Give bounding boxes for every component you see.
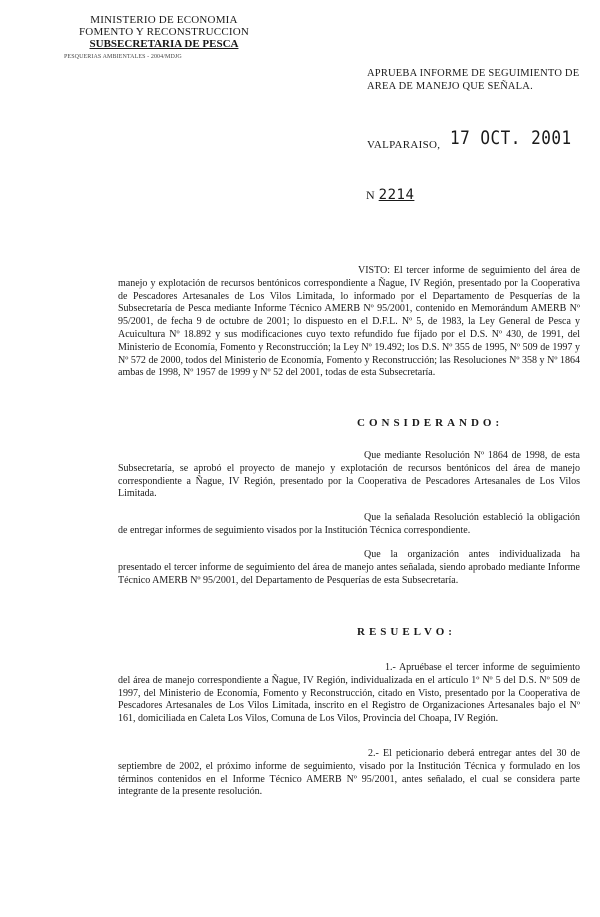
number-prefix: N [366, 188, 375, 202]
document-subject: APRUEBA INFORME DE SEGUIMIENTO DE AREA DE MANEJO QUE SEÑALA. [367, 68, 580, 92]
number-value: 2214 [378, 187, 415, 203]
considerando-item: Que mediante Resolución Nº 1864 de 1998, de esta Subsecretaría, se aprobó el proyecto de manejo y explotación de recursos bentónicos del área de manejo correspondiente a Ñague, IV Región, presentado por la Cooperativa de Pescadores Artesanales de Los Vilos Limitada. [118, 450, 580, 500]
considerando-heading: CONSIDERANDO: [357, 417, 504, 429]
considerando-item: Que la organización antes individualizada ha presentado el tercer informe de seguimiento del área de manejo antes señalada, siendo aprobado mediante Informe Técnico AMERB Nº 95/2001, del Departamento de Pesquerías de esta Subsecretaría. [118, 549, 580, 586]
resuelvo-item: 1.- Apruébase el tercer informe de seguimiento del área de manejo correspondiente a Ñague, IV Región, individualizada en el artículo 1º Nº 5 del D.S. Nº 509 de 1997, del Ministerio de Economía, Fomento y Reconstrucción, citado en Visto, presentado por la Cooperativa de Pescadores Artesanales de Los Vilos Limitada, inscrito en el Registro de Organizaciones Artesanales bajo el Nº 161, domiciliada en Caleta Los Vilos, Comuna de Los Vilos, Provincia del Choapa, IV Región. [118, 662, 580, 725]
resuelvo-heading: RESUELVO: [357, 626, 456, 638]
letterhead [64, 14, 264, 61]
resolution-number [366, 187, 414, 203]
visto-paragraph: VISTO: El tercer informe de seguimiento del área de manejo y explotación de recursos bentónicos correspondiente a Ñague, IV Región, presentado por la Cooperativa de Pescadores Artesanales de Los Vilos Limitada, lo informado por el Departamento de Pesquerías de la Subsecretaría de Pesca mediante Informe Técnico AMERB Nº 95/2001, contenido en Memorándum AMERB Nº 95/2001, de fecha 9 de octubre de 2001; lo dispuesto en el D.F.L. Nº 5, de 1983, la Ley General de Pesca y Acuicultura Nº 18.892 y sus modificaciones cuyo texto refundido fue fijado por el D.S. Nº 430, de 1991, del Ministerio de Economía, Fomento y Reconstrucción; la Ley Nº 19.492; los D.S. Nº 355 de 1995, Nº 509 de 1997 y Nº 572 de 2000, todos del Ministerio de Economía, Fomento y Reconstrucción; las Resoluciones Nº 358 y Nº 1864 ambas de 1998, Nº 1957 de 1999 y Nº 52 del 2001, todas de esta Subsecretaría. [118, 265, 580, 379]
considerando-item: Que la señalada Resolución estableció la obligación de entregar informes de seguimiento visados por la Institución Técnica correspondiente. [118, 512, 580, 536]
ministry-subtitle: FOMENTO Y RECONSTRUCCION [78, 26, 250, 38]
department-code: PESQUERIAS AMBIENTALES - 2004/MDJG [64, 54, 182, 60]
visto-section [118, 265, 580, 380]
place-label: VALPARAISO, [367, 139, 441, 151]
date-stamp: 17 OCT. 2001 [450, 126, 572, 149]
resuelvo-item: 2.- El peticionario deberá entregar antes del 30 de septiembre de 2002, el próximo informe de seguimiento, visado por la Institución Técnica y formulado en los términos contenidos en el Informe Técnico AMERB Nº 95/2001, antes señalado, el cual se considera parte integrante de la presente resolución. [118, 748, 580, 798]
ministry-name: MINISTERIO DE ECONOMIA [90, 14, 238, 26]
subsecretaria-name: SUBSECRETARIA DE PESCA [89, 38, 239, 50]
